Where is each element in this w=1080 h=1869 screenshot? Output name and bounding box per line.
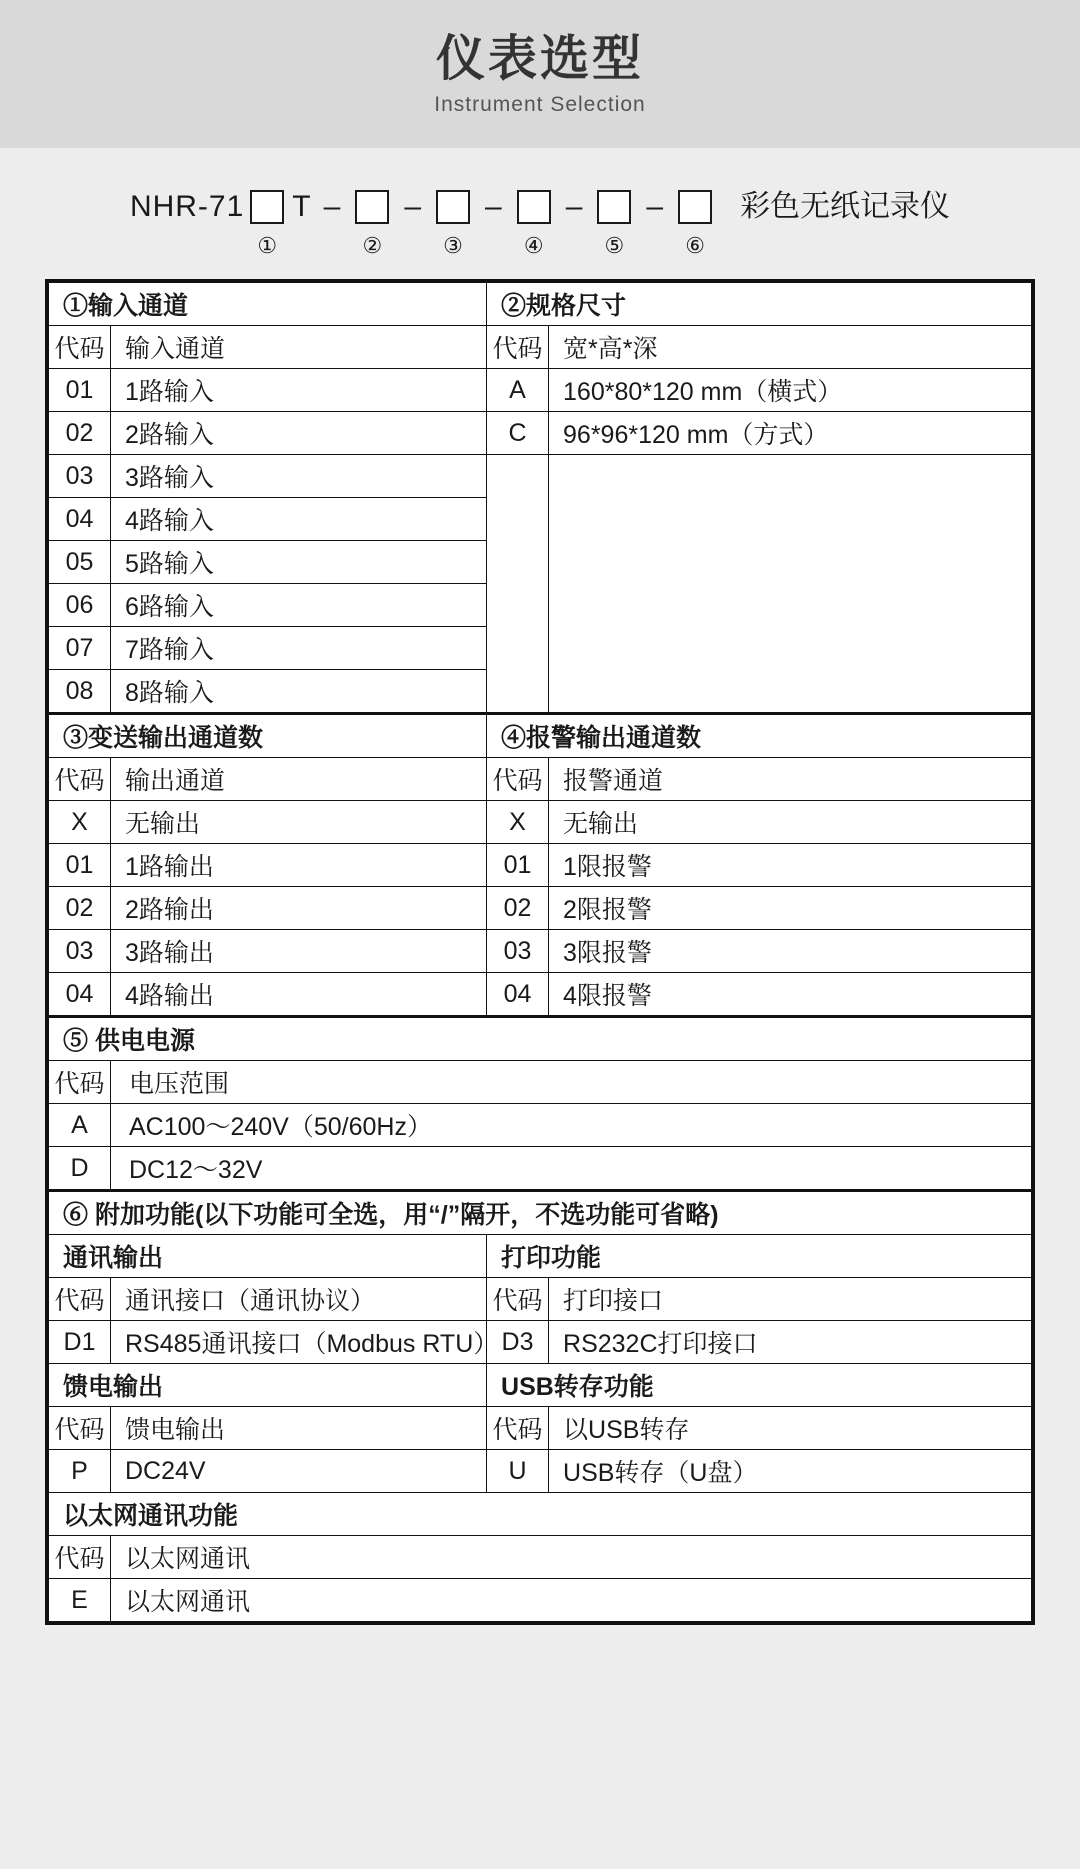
s3-desc: 4路输出: [111, 973, 487, 1017]
print-desc: RS232C打印接口: [549, 1321, 1032, 1364]
section-3-title: ③变送输出通道数: [49, 714, 487, 758]
table-row: [49, 584, 1032, 627]
filler-cell: [549, 541, 1032, 584]
table-row: [49, 1321, 1032, 1364]
s1-code: 03: [49, 455, 111, 498]
page-header: [0, 0, 1080, 148]
comm-col-code: 代码: [49, 1278, 111, 1321]
power-out-desc: DC24V: [111, 1450, 487, 1493]
model-slot-6: [672, 190, 718, 257]
product-name: 彩色无纸记录仪: [740, 190, 951, 223]
table-row: [49, 627, 1032, 670]
column-header-row: [49, 326, 1032, 369]
marker-2: ②: [362, 233, 383, 258]
filler-cell: [549, 584, 1032, 627]
table-row: [49, 887, 1032, 930]
page-bottom-spacer: [0, 1625, 1080, 1645]
table-row: [49, 844, 1032, 887]
power-out-code: P: [49, 1450, 111, 1493]
s5-desc: DC12～32V: [111, 1147, 1032, 1191]
s2-col-desc: 宽*高*深: [549, 326, 1032, 369]
s2-col-code: 代码: [487, 326, 549, 369]
model-slot-4: [511, 190, 557, 257]
s1-code: 02: [49, 412, 111, 455]
print-code: D3: [487, 1321, 549, 1364]
page-subtitle: Instrument Selection: [434, 93, 646, 117]
code-box-5[interactable]: [597, 190, 631, 224]
usb-col-code: 代码: [487, 1407, 549, 1450]
ethernet-col-code: 代码: [49, 1536, 111, 1579]
usb-block-title: USB转存功能: [487, 1364, 1032, 1407]
comm-col-desc: 通讯接口（通讯协议）: [111, 1278, 487, 1321]
filler-cell: [487, 541, 549, 584]
s4-desc: 3限报警: [549, 930, 1032, 973]
s4-desc: 无输出: [549, 801, 1032, 844]
s1-col-desc: 输入通道: [111, 326, 487, 369]
s3-desc: 3路输出: [111, 930, 487, 973]
power-out-col-desc: 馈电输出: [111, 1407, 487, 1450]
s1-desc: 7路输入: [111, 627, 487, 670]
comm-code: D1: [49, 1321, 111, 1364]
table-row: [49, 498, 1032, 541]
s2-desc: 160*80*120 mm（横式）: [549, 369, 1032, 412]
code-box-1[interactable]: [250, 190, 284, 224]
marker-4: ④: [523, 233, 544, 258]
table-row: [49, 455, 1032, 498]
filler-cell: [549, 498, 1032, 541]
column-header-row: [49, 1278, 1032, 1321]
filler-cell: [487, 498, 549, 541]
print-col-desc: 打印接口: [549, 1278, 1032, 1321]
column-header-row: [49, 1536, 1032, 1579]
s5-col-desc: 电压范围: [111, 1061, 1032, 1104]
dash-4: –: [565, 190, 583, 223]
code-box-2[interactable]: [355, 190, 389, 224]
filler-cell: [549, 670, 1032, 714]
s4-desc: 2限报警: [549, 887, 1032, 930]
page-title: 仪表选型: [435, 31, 644, 86]
table-row: [49, 801, 1032, 844]
power-out-block-title: 馈电输出: [49, 1364, 487, 1407]
table-row: [49, 1450, 1032, 1493]
usb-code: U: [487, 1450, 549, 1493]
marker-1: ①: [257, 233, 278, 258]
filler-cell: [549, 627, 1032, 670]
s1-code: 04: [49, 498, 111, 541]
s2-desc: 96*96*120 mm（方式）: [549, 412, 1032, 455]
s4-code: X: [487, 801, 549, 844]
ethernet-col-desc: 以太网通讯: [111, 1536, 1032, 1579]
s1-desc: 8路输入: [111, 670, 487, 714]
section-6-title: ⑥ 附加功能(以下功能可全选，用“/”隔开，不选功能可省略): [49, 1191, 1032, 1235]
s3-col-desc: 输出通道: [111, 758, 487, 801]
selection-table: [45, 279, 1035, 1625]
table-row: [49, 412, 1032, 455]
s4-code: 02: [487, 887, 549, 930]
s2-code: C: [487, 412, 549, 455]
section-header-row: [49, 1017, 1032, 1061]
s3-desc: 1路输出: [111, 844, 487, 887]
code-box-4[interactable]: [517, 190, 551, 224]
subsection-header-row: [49, 1235, 1032, 1278]
subsection-header-row: [49, 1493, 1032, 1536]
filler-cell: [549, 455, 1032, 498]
dash-5: –: [646, 190, 664, 223]
marker-6: ⑥: [685, 233, 705, 258]
s1-desc: 3路输入: [111, 455, 487, 498]
s3-col-code: 代码: [49, 758, 111, 801]
table-row: [49, 1147, 1032, 1191]
model-code-area: [0, 148, 1080, 257]
s1-code: 07: [49, 627, 111, 670]
s1-desc: 6路输入: [111, 584, 487, 627]
marker-5: ⑤: [604, 233, 625, 258]
s4-desc: 4限报警: [549, 973, 1032, 1017]
s1-code: 01: [49, 369, 111, 412]
table-row: [49, 1104, 1032, 1147]
s4-desc: 1限报警: [549, 844, 1032, 887]
ethernet-code: E: [49, 1579, 111, 1622]
s1-desc: 1路输入: [111, 369, 487, 412]
filler-cell: [487, 584, 549, 627]
s3-code: 01: [49, 844, 111, 887]
ethernet-block-title: 以太网通讯功能: [49, 1493, 1032, 1536]
table-row: [49, 369, 1032, 412]
section-header-row: [49, 714, 1032, 758]
s3-desc: 无输出: [111, 801, 487, 844]
s1-desc: 2路输入: [111, 412, 487, 455]
table-row: [49, 1579, 1032, 1622]
power-out-col-code: 代码: [49, 1407, 111, 1450]
dash-2: –: [404, 190, 421, 223]
model-t-char: T: [292, 190, 311, 223]
s1-desc: 5路输入: [111, 541, 487, 584]
marker-3: ③: [443, 233, 463, 258]
s3-code: 02: [49, 887, 111, 930]
section-1-title: ①输入通道: [49, 283, 487, 326]
s3-code: 04: [49, 973, 111, 1017]
table-row: [49, 973, 1032, 1017]
section-header-row: [49, 283, 1032, 326]
s1-desc: 4路输入: [111, 498, 487, 541]
s3-desc: 2路输出: [111, 887, 487, 930]
s1-col-code: 代码: [49, 326, 111, 369]
model-slot-5: [591, 190, 637, 257]
column-header-row: [49, 758, 1032, 801]
s5-code: A: [49, 1104, 111, 1147]
s5-desc: AC100～240V（50/60Hz）: [111, 1104, 1032, 1147]
dash-3: –: [485, 190, 502, 223]
filler-cell: [487, 455, 549, 498]
usb-desc: USB转存（U盘）: [549, 1450, 1032, 1493]
s1-code: 08: [49, 670, 111, 714]
section-5-title: ⑤ 供电电源: [49, 1017, 1032, 1061]
table-row: [49, 930, 1032, 973]
s5-code: D: [49, 1147, 111, 1191]
print-block-title: 打印功能: [487, 1235, 1032, 1278]
comm-block-title: 通讯输出: [49, 1235, 487, 1278]
s2-code: A: [487, 369, 549, 412]
s5-col-code: 代码: [49, 1061, 111, 1104]
code-box-6[interactable]: [678, 190, 712, 224]
section-4-title: ④报警输出通道数: [487, 714, 1032, 758]
s4-col-code: 代码: [487, 758, 549, 801]
s4-code: 04: [487, 973, 549, 1017]
table-row: [49, 670, 1032, 714]
section-header-row: [49, 1191, 1032, 1235]
s1-code: 06: [49, 584, 111, 627]
model-slot-1: [244, 190, 290, 257]
filler-cell: [487, 670, 549, 714]
s3-code: X: [49, 801, 111, 844]
column-header-row: [49, 1061, 1032, 1104]
print-col-code: 代码: [487, 1278, 549, 1321]
s1-code: 05: [49, 541, 111, 584]
s3-code: 03: [49, 930, 111, 973]
section-2-title: ②规格尺寸: [487, 283, 1032, 326]
table-row: [49, 541, 1032, 584]
column-header-row: [49, 1407, 1032, 1450]
usb-col-desc: 以USB转存: [549, 1407, 1032, 1450]
comm-desc: RS485通讯接口（Modbus RTU）: [111, 1321, 487, 1364]
model-slot-3: [430, 190, 476, 257]
s4-code: 03: [487, 930, 549, 973]
s4-code: 01: [487, 844, 549, 887]
code-box-3[interactable]: [436, 190, 470, 224]
ethernet-desc: 以太网通讯: [111, 1579, 1032, 1622]
s4-col-desc: 报警通道: [549, 758, 1032, 801]
model-slot-2: [349, 190, 395, 257]
filler-cell: [487, 627, 549, 670]
dash-1: –: [323, 190, 341, 223]
subsection-header-row: [49, 1364, 1032, 1407]
model-prefix: NHR-71: [129, 190, 245, 223]
